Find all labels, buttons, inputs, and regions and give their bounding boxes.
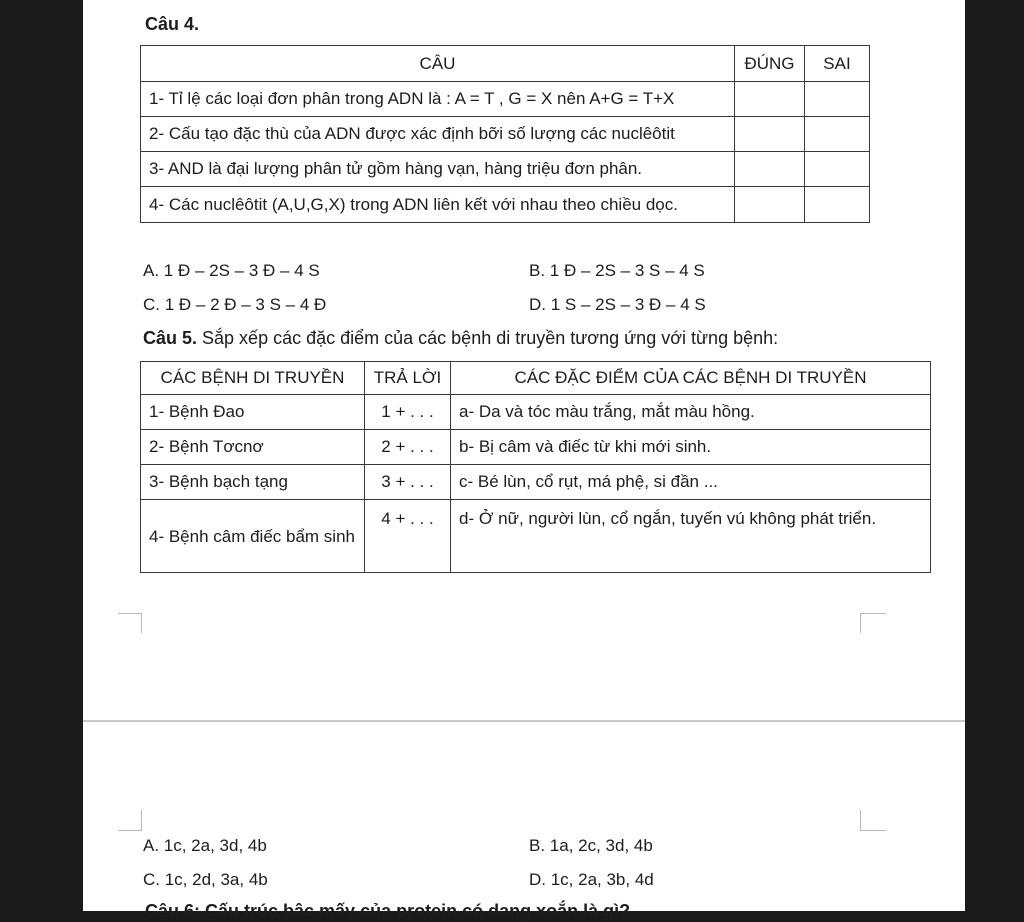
q4-false-cell[interactable] bbox=[805, 152, 870, 187]
crop-mark bbox=[860, 810, 861, 830]
q5-disease: 2- Bệnh Tơcnơ bbox=[141, 430, 365, 465]
q5-disease: 3- Bệnh bạch tạng bbox=[141, 465, 365, 500]
table-row bbox=[141, 187, 870, 223]
q5-answer-cell[interactable]: 2 + . . . bbox=[365, 430, 451, 465]
q5-trait: c- Bé lùn, cổ rụt, má phệ, si đần ... bbox=[451, 465, 931, 500]
table-row bbox=[141, 117, 870, 152]
q5-option-a[interactable]: A. 1c, 2a, 3d, 4b bbox=[143, 836, 267, 855]
q4-false-cell[interactable] bbox=[805, 82, 870, 117]
q4-heading: Câu 4. bbox=[145, 14, 200, 34]
q5-option-b[interactable]: B. 1a, 2c, 3d, 4b bbox=[529, 836, 653, 855]
q5-disease: 1- Bệnh Đao bbox=[141, 395, 365, 430]
q4-statement: 1- Tỉ lệ các loại đơn phân trong ADN là : A = T , G = X nên A+G = T+X bbox=[141, 82, 735, 117]
crop-mark bbox=[860, 613, 886, 614]
q4-false-cell[interactable] bbox=[805, 187, 870, 223]
crop-mark bbox=[860, 613, 861, 633]
q4-option-b[interactable]: B. 1 Đ – 2S – 3 S – 4 S bbox=[529, 261, 705, 280]
q5-trait: d- Ở nữ, người lùn, cổ ngắn, tuyến vú không phát triển. bbox=[451, 500, 931, 573]
q5-table bbox=[140, 361, 931, 573]
q4-header-false: SAI bbox=[805, 46, 870, 82]
q4-true-cell[interactable] bbox=[735, 187, 805, 223]
crop-mark bbox=[141, 613, 142, 633]
q4-table bbox=[140, 45, 870, 223]
q5-trait: b- Bị câm và điếc từ khi mới sinh. bbox=[451, 430, 931, 465]
table-row bbox=[141, 152, 870, 187]
table-row bbox=[141, 82, 870, 117]
q4-statement: 4- Các nuclêôtit (A,U,G,X) trong ADN liên kết với nhau theo chiều dọc. bbox=[141, 187, 735, 223]
q6-heading-cut: Câu 6: Cấu trúc bậc mấy của protein có dạng xoắn là gì? bbox=[145, 901, 631, 921]
q4-option-c[interactable]: C. 1 Đ – 2 Đ – 3 S – 4 Đ bbox=[143, 295, 327, 314]
q5-disease: 4- Bệnh câm điếc bẩm sinh bbox=[141, 500, 365, 573]
q5-heading bbox=[143, 328, 778, 349]
table-row bbox=[141, 395, 931, 430]
crop-mark bbox=[118, 613, 142, 614]
q5-answer-cell[interactable]: 1 + . . . bbox=[365, 395, 451, 430]
q4-false-cell[interactable] bbox=[805, 117, 870, 152]
q5-heading-label: Câu 5. bbox=[143, 328, 198, 348]
q5-header-answer: TRẢ LỜI bbox=[365, 362, 451, 395]
q5-heading-text: Sắp xếp các đặc điểm của các bệnh di truyền tương ứng với từng bệnh: bbox=[197, 328, 779, 348]
q4-true-cell[interactable] bbox=[735, 117, 805, 152]
q4-statement: 2- Cấu tạo đặc thù của ADN được xác định bỡi số lượng các nuclêôtit bbox=[141, 117, 735, 152]
q5-header-disease: CÁC BỆNH DI TRUYỀN bbox=[141, 362, 365, 395]
table-row bbox=[141, 465, 931, 500]
q4-option-d[interactable]: D. 1 S – 2S – 3 Đ – 4 S bbox=[529, 295, 706, 314]
q5-trait: a- Da và tóc màu trắng, mắt màu hồng. bbox=[451, 395, 931, 430]
q5-answer-cell[interactable]: 3 + . . . bbox=[365, 465, 451, 500]
crop-mark bbox=[860, 830, 886, 831]
q5-table-header-row bbox=[141, 362, 931, 395]
q4-header-question: CÂU bbox=[141, 46, 735, 82]
crop-mark bbox=[118, 830, 142, 831]
q4-header-true: ĐÚNG bbox=[735, 46, 805, 82]
q5-header-trait: CÁC ĐẶC ĐIỂM CỦA CÁC BỆNH DI TRUYỀN bbox=[451, 362, 931, 395]
table-row bbox=[141, 500, 931, 573]
q5-option-d[interactable]: D. 1c, 2a, 3b, 4d bbox=[529, 870, 654, 889]
q4-true-cell[interactable] bbox=[735, 82, 805, 117]
q4-option-a[interactable]: A. 1 Đ – 2S – 3 Đ – 4 S bbox=[143, 261, 320, 280]
table-row bbox=[141, 430, 931, 465]
q5-option-c[interactable]: C. 1c, 2d, 3a, 4b bbox=[143, 870, 268, 889]
q4-statement: 3- AND là đại lượng phân tử gồm hàng vạn, hàng triệu đơn phân. bbox=[141, 152, 735, 187]
crop-mark bbox=[141, 810, 142, 830]
q4-true-cell[interactable] bbox=[735, 152, 805, 187]
q4-table-header-row bbox=[141, 46, 870, 82]
q5-answer-cell[interactable]: 4 + . . . bbox=[365, 500, 451, 573]
